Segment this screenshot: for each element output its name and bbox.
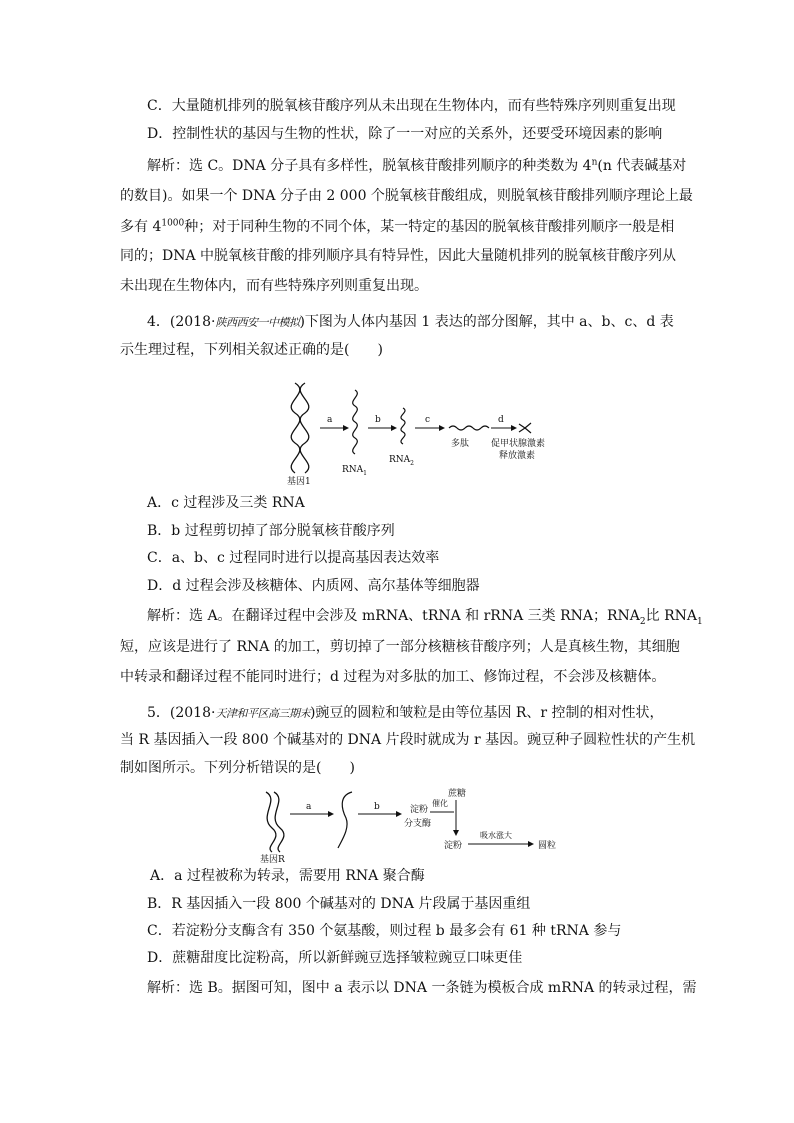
- q5-option-c: C．若淀粉分支酶含有 350 个氨基酸，则过程 b 最多会有 61 种 tRNA 参与: [147, 923, 622, 939]
- q4-stem-line-2: 示生理过程，下列相关叙述正确的是( ): [120, 342, 383, 358]
- q3-explanation-text: (n 代表碱基对: [597, 158, 687, 174]
- q4-source: 陕西西安一中模拟: [215, 316, 300, 329]
- q5-stem-line-3: 制如图所示。下列分析错误的是( ): [120, 760, 355, 776]
- q4-gene-expression-diagram: [285, 378, 545, 488]
- q5-stem-line-1: [147, 703, 664, 724]
- rna1-strand-icon: [353, 390, 358, 454]
- dna-strand-icon: [300, 383, 309, 473]
- q5-stem-line-2: 当 R 基因插入一段 800 个碱基对的 DNA 片段时就成为 r 基因。豌豆种子圆粒性状的产生机: [120, 732, 696, 748]
- q4-number: 4．(2018·: [147, 314, 216, 330]
- dna-strand-icon: [274, 792, 284, 852]
- hormone-molecule-icon: [519, 423, 531, 433]
- q4-explanation-line-3: 中转录和翻译过程不能同时进行；d 过程为对多肽的加工、修饰过程，不会涉及核糖体。: [120, 669, 666, 685]
- q4-option-c: C．a、b、c 过程同时进行以提高基因表达效率: [147, 550, 440, 566]
- q4-process-b-label: b: [375, 415, 381, 425]
- rna2-strand-icon: [401, 408, 405, 444]
- q5-catalyze-label: 催化: [432, 799, 448, 808]
- q4-process-d-label: d: [498, 415, 504, 425]
- q5-process-a-label: a: [306, 802, 312, 812]
- q4-option-d: D．d 过程会涉及核糖体、内质网、高尔基体等细胞器: [147, 578, 480, 594]
- q4-option-b: B．b 过程剪切掉了部分脱氧核苷酸序列: [147, 523, 395, 539]
- q5-source: 天津和平区高三期末: [215, 707, 310, 720]
- q4-hormone-label-line-2: 释放激素: [499, 451, 536, 461]
- dna-strand-icon: [291, 383, 300, 473]
- q5-round-seed-label: 圆粒: [538, 841, 557, 851]
- q5-option-a: A．a 过程被称为转录，需要用 RNA 聚合酶: [150, 868, 425, 884]
- q3-option-d: D．控制性状的基因与生物的性状，除了一一对应的关系外，还要受环境因素的影响: [147, 126, 663, 142]
- q5-explanation-line-1: 解析：选 B。据图可知，图中 a 表示以 DNA 一条链为模板合成 mRNA 的转录过程，需: [147, 980, 697, 996]
- q3-explanation-line-1: [147, 156, 686, 176]
- q4-process-c-label: c: [425, 415, 431, 425]
- q4-rna2-label: $RNA_2$: [389, 455, 414, 467]
- q5-gene-r-label: 基因R: [260, 855, 285, 864]
- q4-stem-text: )下图为人体内基因 1 表达的部分图解，其中 a、b、c、d 表: [299, 314, 674, 330]
- polypeptide-chain-icon: [449, 426, 489, 430]
- q4-subscript-1: 1: [697, 616, 703, 627]
- q5-round-pea-mechanism-diagram: [258, 786, 568, 864]
- q3-explanation-line-2: 的数目)。如果一个 DNA 分子由 2 000 个脱氧核苷酸组成，则脱氧核苷酸排列顺序理论上最: [120, 188, 693, 204]
- dna-strand-icon: [266, 792, 276, 852]
- q4-explanation-text: 解析：选 A。在翻译过程中会涉及 mRNA、tRNA 和 rRNA 三类 RNA；RNA: [147, 608, 640, 624]
- q4-process-a-label: a: [327, 415, 333, 425]
- q4-polypeptide-label: 多肽: [451, 439, 470, 449]
- q5-sucrose-label: 蔗糖: [448, 789, 467, 799]
- q3-explanation-text: 多有 4: [120, 219, 162, 235]
- q3-exponent-n: n: [591, 157, 598, 168]
- q4-stem-line-1: [147, 312, 674, 333]
- q3-exponent-1000: 1000: [161, 218, 185, 229]
- q5-option-d: D．蔗糖甜度比淀粉高，所以新鲜豌豆选择皱粒豌豆口味更佳: [147, 950, 523, 966]
- q5-starch-label: 淀粉: [444, 841, 463, 851]
- q3-option-c: C．大量随机排列的脱氧核苷酸序列从未出现在生物体内，而有些特殊序列则重复出现: [147, 98, 676, 114]
- q4-explanation-line-2: 短，应该是进行了 RNA 的加工，剪切掉了一部分核糖核苷酸序列；人是真核生物，其细胞: [120, 639, 680, 655]
- q4-rna1-label: $RNA_1$: [342, 465, 367, 477]
- q5-process-b-label: b: [374, 802, 380, 812]
- q5-stem-text: )豌豆的圆粒和皱粒是由等位基因 R、r 控制的相对性状，: [309, 705, 664, 721]
- q5-absorb-water-label: 吸水涨大: [480, 831, 512, 840]
- q5-enzyme-label-line-2: 分支酶: [404, 819, 432, 829]
- q4-explanation-line-1: [147, 606, 703, 626]
- q3-explanation-text: 种；对于同种生物的不同个体，某一特定的基因的脱氧核苷酸排列顺序一般是相: [184, 219, 675, 235]
- q4-explanation-text: 比 RNA: [645, 608, 698, 624]
- q5-enzyme-label-line-1: 淀粉: [410, 805, 429, 815]
- q4-subscript-2: 2: [639, 616, 646, 627]
- q5-option-b: B．R 基因插入一段 800 个碱基对的 DNA 片段属于基因重组: [147, 896, 531, 912]
- q3-explanation-line-4: 同的；DNA 中脱氧核苷酸的排列顺序具有特异性，因此大量随机排列的脱氧核苷酸序列从: [120, 248, 677, 264]
- q4-option-a: A．c 过程涉及三类 RNA: [147, 495, 305, 511]
- q3-explanation-line-3: [120, 217, 674, 237]
- q3-explanation-text: 解析：选 C。DNA 分子具有多样性，脱氧核苷酸排列顺序的种类数为 4: [147, 158, 592, 174]
- q5-number: 5．(2018·: [147, 705, 216, 721]
- q3-explanation-line-5: 未出现在生物体内，而有些特殊序列则重复出现。: [120, 278, 428, 294]
- q4-gene1-label: 基因1: [287, 477, 311, 487]
- q4-hormone-label-line-1: 促甲状腺激素: [491, 439, 545, 449]
- mrna-strand-icon: [338, 792, 352, 848]
